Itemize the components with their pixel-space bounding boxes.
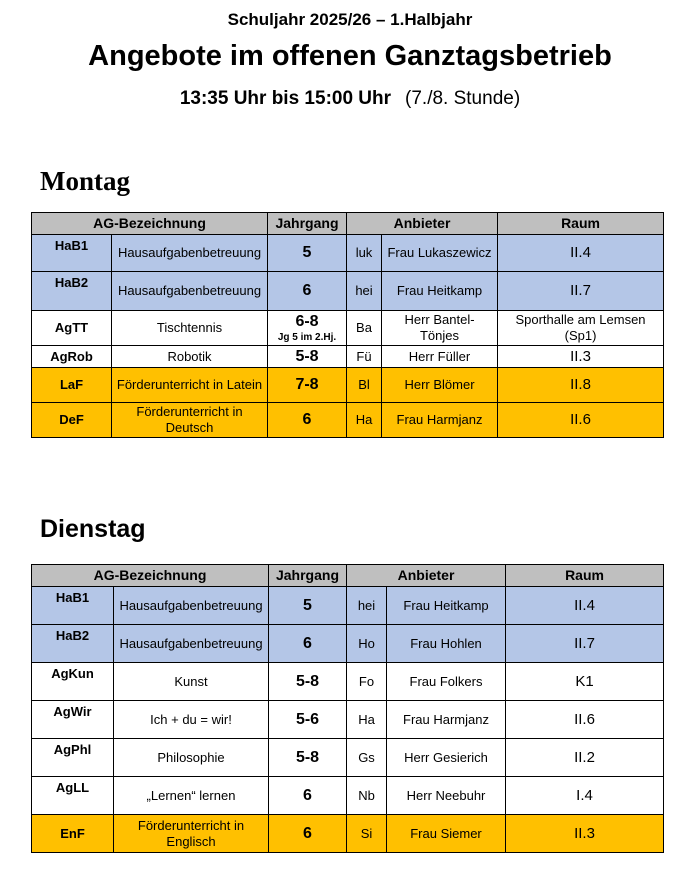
ag-code: HaB2 (32, 272, 112, 311)
day-title-tuesday: Dienstag (40, 515, 146, 543)
provider-abbr: Fo (347, 663, 387, 701)
ag-code: AgWir (32, 701, 114, 739)
ag-name: Kunst (114, 663, 269, 701)
room: Sporthalle am Lemsen (Sp1) (498, 311, 664, 346)
provider-abbr: Ba (347, 311, 382, 346)
periods: (7./8. Stunde) (405, 88, 521, 109)
tuesday-table (31, 564, 664, 853)
room: II.6 (506, 701, 664, 739)
col-grade: Jahrgang (269, 565, 347, 587)
provider-abbr: Ha (347, 403, 382, 438)
provider: Frau Hohlen (387, 625, 506, 663)
provider: Frau Harmjanz (382, 403, 498, 438)
room: II.7 (506, 625, 664, 663)
room: II.6 (498, 403, 664, 438)
provider: Herr Blömer (382, 368, 498, 403)
provider-abbr: Fü (347, 346, 382, 368)
provider-abbr: Nb (347, 777, 387, 815)
col-grade: Jahrgang (268, 213, 347, 235)
time-range: 13:35 Uhr bis 15:00 Uhr (179, 88, 392, 109)
provider-abbr: Ha (347, 701, 387, 739)
grade-note: Jg 5 im 2.Hj. (277, 331, 337, 343)
grade: 5 (269, 587, 347, 625)
provider-abbr: Si (347, 815, 387, 853)
ag-name: Philosophie (114, 739, 269, 777)
provider: Herr Bantel-Tönjes (382, 311, 498, 346)
col-provider: Anbieter (347, 213, 498, 235)
provider-abbr: hei (347, 587, 387, 625)
provider-abbr: Ho (347, 625, 387, 663)
grade: 6 (269, 777, 347, 815)
provider: Herr Neebuhr (387, 777, 506, 815)
table-row (32, 346, 664, 368)
provider: Herr Füller (382, 346, 498, 368)
table-row (32, 815, 664, 853)
ag-code: EnF (32, 815, 114, 853)
ag-name: Hausaufgabenbetreuung (114, 625, 269, 663)
ag-code: HaB1 (32, 587, 114, 625)
table-row (32, 235, 664, 272)
ag-name: Tischtennis (112, 311, 268, 346)
table-header-row (32, 213, 664, 235)
col-ag: AG-Bezeichnung (32, 213, 268, 235)
room: II.8 (498, 368, 664, 403)
time-line (0, 88, 700, 110)
grade: 5-8 (268, 346, 347, 368)
ag-code: HaB2 (32, 625, 114, 663)
ag-name: Förderunterricht in Englisch (114, 815, 269, 853)
page-title: Angebote im offenen Ganztagsbetrieb (88, 40, 612, 72)
grade: 5-8 (269, 739, 347, 777)
grade: 5-6 (269, 701, 347, 739)
room: II.7 (498, 272, 664, 311)
col-room: Raum (498, 213, 664, 235)
provider-abbr: luk (347, 235, 382, 272)
table-row (32, 701, 664, 739)
room: II.3 (506, 815, 664, 853)
ag-name: Hausaufgabenbetreuung (112, 272, 268, 311)
provider: Frau Lukaszewicz (382, 235, 498, 272)
room: K1 (506, 663, 664, 701)
ag-code: LaF (32, 368, 112, 403)
provider: Frau Folkers (387, 663, 506, 701)
col-provider: Anbieter (347, 565, 506, 587)
room: I.4 (506, 777, 664, 815)
table-row (32, 272, 664, 311)
col-room: Raum (506, 565, 664, 587)
ag-name: Förderunterricht in Deutsch (112, 403, 268, 438)
table-row (32, 311, 664, 346)
ag-code: AgKun (32, 663, 114, 701)
grade: 6 (269, 815, 347, 853)
grade: 6 (269, 625, 347, 663)
ag-code: AgPhl (32, 739, 114, 777)
table-header-row (32, 565, 664, 587)
ag-code: DeF (32, 403, 112, 438)
grade-value: 6-8 (295, 313, 319, 331)
table-row (32, 663, 664, 701)
ag-name: Ich + du = wir! (114, 701, 269, 739)
ag-code: HaB1 (32, 235, 112, 272)
ag-name: Hausaufgabenbetreuung (112, 235, 268, 272)
table-row (32, 777, 664, 815)
room: II.4 (506, 587, 664, 625)
provider: Frau Siemer (387, 815, 506, 853)
room: II.3 (498, 346, 664, 368)
ag-code: AgTT (32, 311, 112, 346)
table-row (32, 403, 664, 438)
provider: Herr Gesierich (387, 739, 506, 777)
provider-abbr: hei (347, 272, 382, 311)
monday-table (31, 212, 664, 438)
table-row (32, 625, 664, 663)
day-title-monday: Montag (40, 166, 130, 196)
school-year-line: Schuljahr 2025/26 – 1.Halbjahr (227, 10, 473, 29)
grade: 5-8 (269, 663, 347, 701)
room: II.4 (498, 235, 664, 272)
grade: 6 (268, 403, 347, 438)
provider: Frau Harmjanz (387, 701, 506, 739)
col-ag: AG-Bezeichnung (32, 565, 269, 587)
table-row (32, 739, 664, 777)
ag-name: Robotik (112, 346, 268, 368)
grade: 5 (268, 235, 347, 272)
provider-abbr: Bl (347, 368, 382, 403)
provider: Frau Heitkamp (382, 272, 498, 311)
ag-name: „Lernen“ lernen (114, 777, 269, 815)
grade: 6 (268, 272, 347, 311)
grade (268, 311, 347, 346)
ag-code: AgRob (32, 346, 112, 368)
ag-code: AgLL (32, 777, 114, 815)
ag-name: Förderunterricht in Latein (112, 368, 268, 403)
grade: 7-8 (268, 368, 347, 403)
table-row (32, 587, 664, 625)
room: II.2 (506, 739, 664, 777)
provider: Frau Heitkamp (387, 587, 506, 625)
table-row (32, 368, 664, 403)
provider-abbr: Gs (347, 739, 387, 777)
ag-name: Hausaufgabenbetreuung (114, 587, 269, 625)
